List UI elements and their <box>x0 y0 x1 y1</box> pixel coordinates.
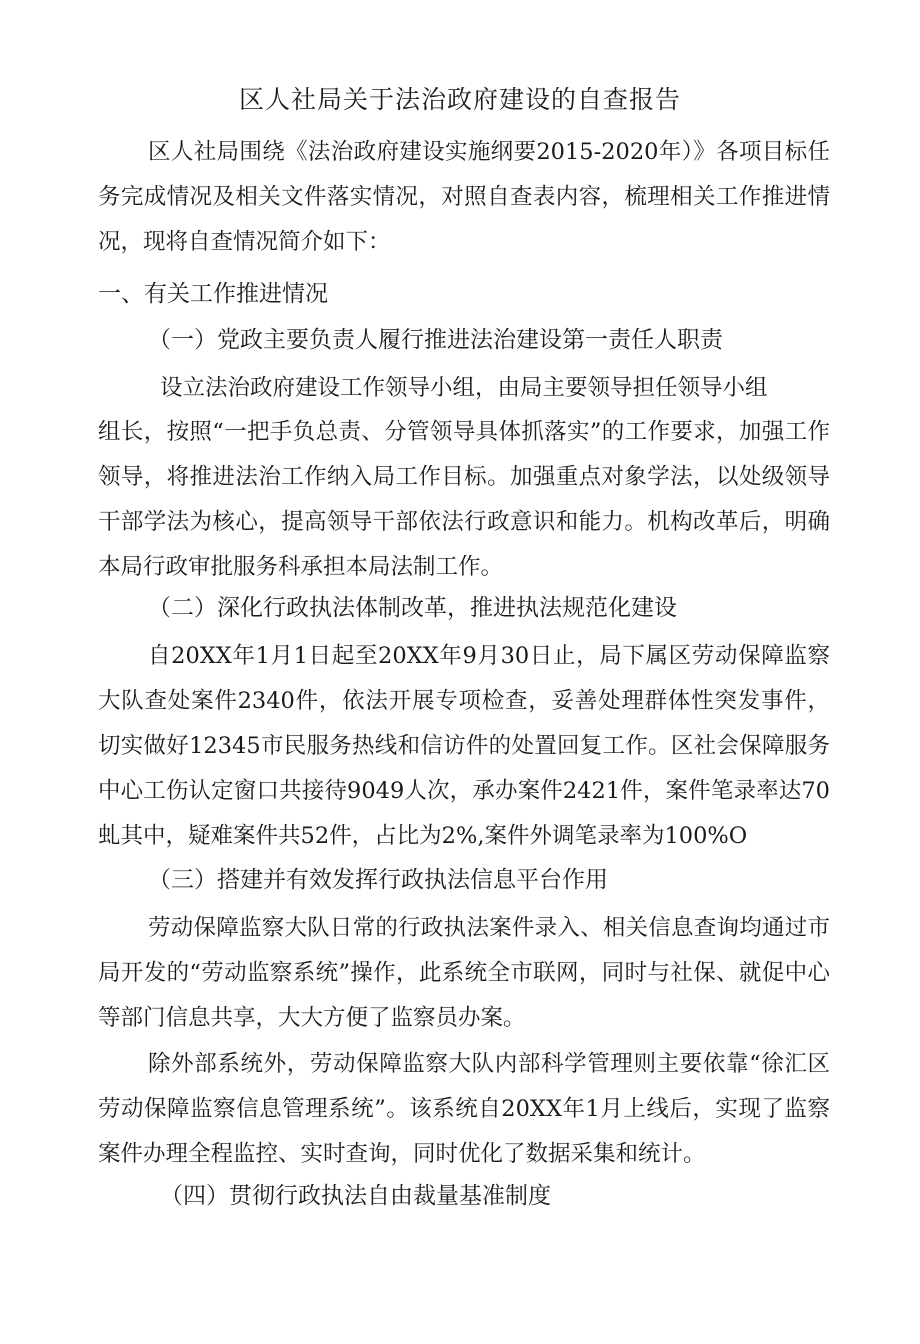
subsection-1-heading: （一）党政主要负责人履行推进法治建设第一责任人职责 <box>148 327 723 353</box>
section-1-heading: 一、有关工作推进情况 <box>98 281 328 307</box>
subsection-1-body: 组长，按照“一把手负总责、分管领导具体抓落实”的工作要求，加强工作领导，将推进法治工作纳入局工作目标。加强重点对象学法，以处级领导干部学法为核心，提高领导干部依法行政意识和能力。机构改革后，明确本局行政审批服务科承担本局法制工作。 <box>98 419 830 580</box>
subsection-3-body-2: 除外部系统外，劳动保障监察大队内部科学管理则主要依靠“徐汇区劳动保障监察信息管理系统”。该系统自20XX年1月上线后，实现了监察案件办理全程监控、实时查询，同时优化了数据采集和统计。 <box>98 1051 830 1167</box>
subsection-3-heading: （三）搭建并有效发挥行政执法信息平台作用 <box>148 867 608 893</box>
intro-paragraph: 区人社局围绕《法治政府建设实施纲要2015-2020年）》各项目标任务完成情况及相关文件落实情况，对照自查表内容，梳理相关工作推进情况，现将自查情况简介如下： <box>98 139 830 255</box>
subsection-2-heading: （二）深化行政执法体制改革，推进执法规范化建设 <box>148 595 677 621</box>
subsection-1-first-line: 设立法治政府建设工作领导小组，由局主要领导担任领导小组 <box>160 375 768 401</box>
subsection-2-body: 自20XX年1月1日起至20XX年9月30日止，局下属区劳动保障监察大队查处案件2340件，依法开展专项检查，妥善处理群体性突发事件，切实做好12345市民服务热线和信访件的处置回复工作。区社会保障服务中心工伤认定窗口共接待9049人次，承办案件2421件，案件笔录率达70虬其中，疑难案件共52件，占比为2%,案件外调笔录率为100%O <box>98 643 830 849</box>
document-title: 区人社局关于法治政府建设的自查报告 <box>238 85 681 114</box>
subsection-4-heading: （四）贯彻行政执法自由裁量基准制度 <box>160 1183 551 1209</box>
subsection-3-body-1: 劳动保障监察大队日常的行政执法案件录入、相关信息查询均通过市局开发的“劳动监察系统”操作，此系统全市联网，同时与社保、就促中心等部门信息共享，大大方便了监察员办案。 <box>98 915 830 1031</box>
